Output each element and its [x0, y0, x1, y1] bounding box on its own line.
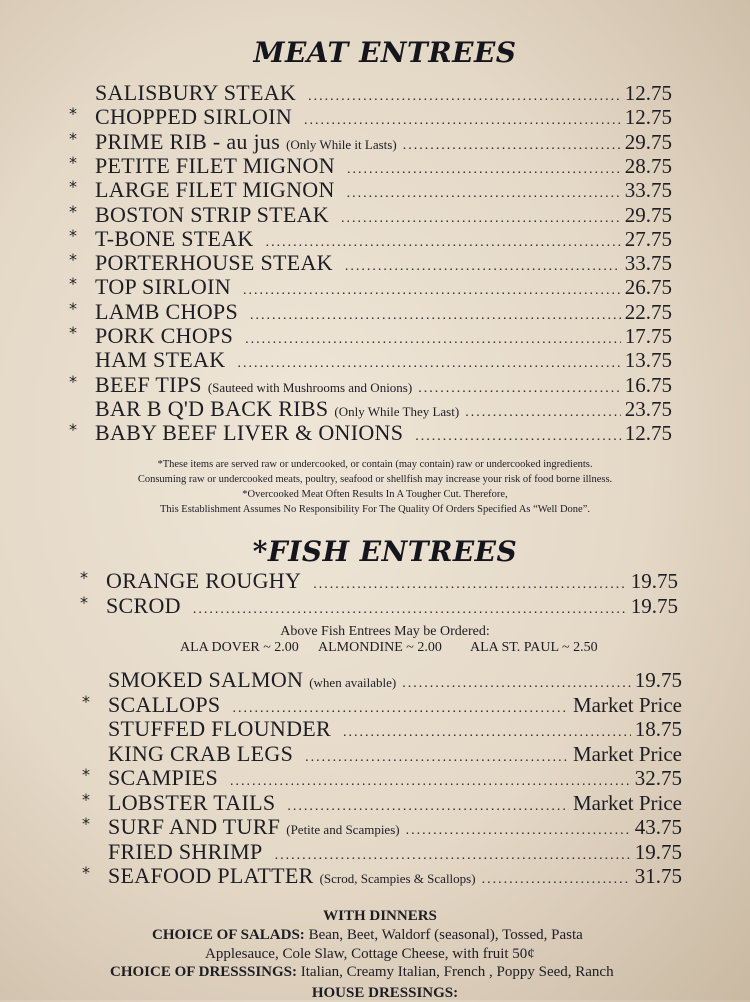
item-name: SCALLOPS [108, 691, 221, 717]
item-price: 16.75 [624, 372, 672, 397]
dot-leader [245, 332, 621, 348]
item-star-marker: * [69, 420, 77, 440]
menu-item-row [69, 225, 672, 252]
dot-leader [402, 676, 631, 692]
item-name: ORANGE ROUGHY [106, 568, 302, 593]
item-name: BAR B Q'D BACK RIBS [95, 395, 329, 421]
item-price: 12.75 [624, 421, 672, 446]
item-name: PORK CHOPS [95, 323, 234, 348]
dot-leader [243, 283, 621, 299]
menu-item-row [69, 420, 672, 446]
menu-item-row [82, 691, 682, 718]
dot-leader [415, 429, 620, 445]
item-star-marker: * [69, 298, 77, 318]
fish-option-st-paul: ALA ST. PAUL ~ 2.50 [470, 640, 598, 655]
dot-leader [406, 823, 631, 839]
item-star-marker: * [69, 274, 77, 294]
salads-line-2: Applesauce, Cole Slaw, Cottage Cheese, with fruit 50¢ [205, 946, 535, 962]
dot-leader [305, 750, 569, 766]
item-name: PORTERHOUSE STEAK [95, 250, 333, 276]
item-star-marker: * [69, 250, 77, 270]
fish-option-dover: ALA DOVER ~ 2.00 [180, 640, 299, 655]
item-note: (when available) [309, 675, 397, 690]
item-name: PETITE FILET MIGNON [95, 152, 335, 178]
menu-item-row [69, 371, 672, 398]
item-price: Market Price [572, 741, 682, 766]
item-price: 12.75 [624, 81, 672, 105]
item-price: 29.75 [624, 129, 672, 154]
dot-leader [250, 308, 621, 324]
item-price: 13.75 [624, 348, 672, 373]
item-star-marker: * [69, 104, 77, 124]
item-star-marker: * [69, 177, 77, 197]
menu-item-row [69, 201, 672, 228]
dot-leader [418, 381, 621, 397]
item-name: STUFFED FLOUNDER [108, 716, 331, 741]
menu-item-row [108, 716, 682, 742]
item-name: HAM STEAK [95, 347, 226, 373]
dot-leader [347, 186, 621, 202]
fish-option-almondine: ALMONDINE ~ 2.00 [318, 640, 442, 655]
menu-item-row [69, 274, 672, 300]
item-name: FRIED SHRIMP [108, 838, 263, 864]
dot-leader [343, 725, 631, 741]
item-name: SMOKED SALMON [108, 667, 304, 692]
item-name: BOSTON STRIP STEAK [95, 201, 329, 227]
item-price: 28.75 [624, 153, 672, 178]
salads-text: Bean, Beet, Waldorf (seasonal), Tossed, Pasta [308, 927, 583, 943]
dot-leader [232, 701, 569, 717]
dot-leader [482, 872, 631, 888]
menu-item-row [69, 177, 672, 203]
disclaimer-line: *These items are served raw or undercooked, or contain (may contain) raw or undercooked ingredients. [157, 459, 593, 470]
item-star-marker: * [80, 593, 88, 612]
item-star-marker: * [69, 323, 77, 342]
disclaimer-line: This Establishment Assumes No Responsibility For The Quality Of Orders Specified As “Well Done”. [160, 504, 590, 515]
menu-item-row [95, 396, 672, 422]
item-price: 22.75 [624, 299, 672, 324]
menu-item-row [108, 667, 682, 693]
item-price: 43.75 [634, 815, 682, 839]
item-price: 19.75 [634, 668, 682, 692]
item-price: 19.75 [630, 569, 678, 593]
item-star-marker: * [82, 765, 90, 784]
meat-entrees-title: MEAT ENTREES [253, 36, 517, 69]
item-name: SCAMPIES [108, 765, 218, 790]
item-price: 26.75 [624, 275, 672, 300]
dot-leader [266, 235, 621, 251]
dot-leader [347, 162, 621, 178]
dot-leader [308, 89, 621, 105]
dot-leader [275, 848, 631, 864]
item-price: 23.75 [624, 396, 672, 421]
menu-item-row [69, 298, 672, 325]
item-star-marker: * [82, 691, 90, 711]
item-star-marker: * [82, 863, 90, 882]
item-price: 31.75 [634, 864, 682, 888]
dot-leader [237, 356, 620, 372]
menu-item-row [80, 568, 678, 594]
item-name: LARGE FILET MIGNON [95, 177, 335, 203]
dot-leader [230, 774, 631, 790]
menu-item-row [69, 128, 672, 155]
item-name: TOP SIRLOIN [95, 274, 231, 300]
menu-item-row [108, 839, 682, 865]
with-dinners-title: WITH DINNERS [323, 908, 437, 924]
menu-item-row [69, 152, 672, 179]
item-note: (Only While it Lasts) [286, 136, 397, 152]
salads-label: CHOICE OF SALADS: [152, 927, 305, 943]
menu-item-row [82, 814, 682, 840]
menu-item-row [69, 323, 672, 349]
house-dressings-label: HOUSE DRESSINGS: [311, 985, 459, 1001]
item-star-marker: * [69, 128, 77, 148]
item-price: 17.75 [624, 324, 672, 348]
item-name: T-BONE STEAK [95, 225, 254, 251]
item-name: BEEF TIPS [95, 371, 202, 397]
item-star-marker: * [69, 371, 77, 391]
fish-entrees-title: *FISH ENTREES [252, 535, 518, 568]
menu-item-row [82, 765, 682, 791]
item-name: SALISBURY STEAK [95, 80, 297, 105]
item-star-marker: * [69, 152, 77, 172]
item-price: 19.75 [634, 839, 682, 864]
dot-leader [287, 799, 569, 815]
menu-item-row [82, 863, 682, 889]
dot-leader [304, 113, 621, 129]
meat-disclaimer [80, 457, 670, 517]
dot-leader [313, 577, 627, 593]
fish-options-label: Above Fish Entrees May be Ordered: [280, 624, 490, 639]
item-name: SCROD [106, 593, 181, 618]
menu-item-row [95, 80, 672, 106]
item-price: 27.75 [624, 226, 672, 251]
item-note: (Sauteed with Mushrooms and Onions) [207, 379, 413, 395]
item-star-marker: * [80, 568, 88, 587]
item-name: CHOPPED SIRLOIN [95, 104, 293, 130]
disclaimer-line: *Overcooked Meat Often Results In A Tougher Cut. Therefore, [242, 489, 508, 500]
item-price: Market Price [572, 692, 682, 717]
menu-item-row [95, 347, 672, 373]
dot-leader [465, 405, 621, 421]
dressings-line [110, 964, 614, 981]
item-price: 33.75 [624, 251, 672, 276]
menu-item-row [82, 789, 682, 816]
menu-item-row [108, 741, 682, 767]
dressings-text: Italian, Creamy Italian, French , Poppy Seed, Ranch [300, 964, 614, 980]
item-name: KING CRAB LEGS [108, 740, 294, 766]
item-note: (Scrod, Scampies & Scallops) [319, 871, 476, 886]
item-star-marker: * [82, 789, 90, 809]
item-name: LAMB CHOPS [95, 298, 238, 324]
item-star-marker: * [69, 201, 77, 221]
dot-leader [193, 602, 627, 618]
item-price: Market Price [572, 790, 682, 815]
dot-leader [403, 138, 621, 154]
item-price: 29.75 [624, 202, 672, 227]
item-star-marker: * [69, 225, 77, 245]
dot-leader [345, 259, 621, 275]
item-name: PRIME RIB - au jus [95, 128, 281, 154]
item-price: 12.75 [624, 105, 672, 130]
menu-item-row [69, 104, 672, 130]
item-name: SURF AND TURF [108, 814, 281, 839]
item-price: 33.75 [624, 178, 672, 203]
menu-item-row [69, 250, 672, 276]
item-note: (Only While They Last) [334, 403, 460, 419]
menu-item-row [80, 593, 678, 619]
item-note: (Petite and Scampies) [286, 822, 400, 837]
dot-leader [341, 211, 621, 227]
item-name: BABY BEEF LIVER & ONIONS [95, 420, 404, 446]
salads-line [152, 927, 583, 944]
item-price: 19.75 [630, 594, 678, 618]
item-price: 18.75 [634, 717, 682, 741]
dressings-label: CHOICE OF DRESSSINGS: [110, 964, 297, 980]
disclaimer-line: Consuming raw or undercooked meats, poultry, seafood or shellfish may increase your risk of food borne illness. [137, 474, 613, 485]
item-name: LOBSTER TAILS [108, 789, 276, 815]
item-star-marker: * [82, 814, 90, 833]
item-name: SEAFOOD PLATTER [108, 863, 314, 888]
item-price: 32.75 [634, 766, 682, 790]
